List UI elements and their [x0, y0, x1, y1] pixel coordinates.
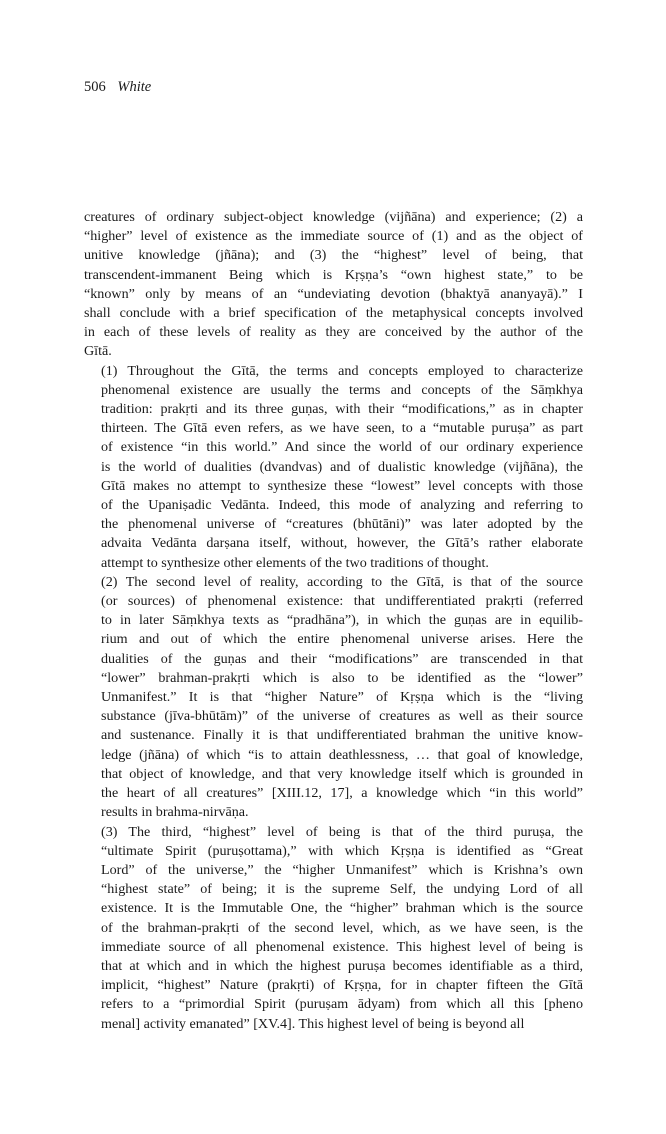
running-head-author: White [117, 79, 152, 95]
text-line: rium and out of which the entire phenomenal universe arises. Here the [101, 631, 583, 648]
text-line: shall conclude with a brief specification of the metaphysical concepts involved [84, 305, 583, 322]
body-text [84, 208, 583, 1034]
paragraph [84, 573, 583, 823]
text-line: refers to a “primordial Spirit (puruṣam ādyam) from which all this [pheno [101, 996, 583, 1013]
text-line: the phenomenal universe of “creatures (bhūtāni)” was later adopted by the [101, 516, 583, 533]
text-line: and sustenance. Finally it is that undifferentiated brahman the unitive know- [101, 727, 583, 744]
text-line: existence. It is the Immutable One, the “higher” brahman which is the source [101, 900, 583, 917]
text-line: immediate source of all phenomenal existence. This highest level of being is [101, 938, 583, 955]
text-line: the heart of all creatures” [XIII.12, 17], a knowledge which “in this world” [101, 785, 583, 802]
text-line: is the world of dualities (dvandvas) and of dualistic knowledge (vijñāna), the [101, 458, 583, 475]
text-line: (2) The second level of reality, according to the Gītā, is that of the source [101, 573, 583, 590]
text-line: transcendent-immanent Being which is Kṛṣṇa’s “own highest state,” to be [84, 266, 583, 283]
text-line: in each of these levels of reality as they are conceived by the author of the [84, 324, 583, 341]
text-line: Lord” of the universe,” the “higher Unmanifest” which is Krishna’s own [101, 861, 583, 878]
text-line: menal] activity emanated” [XV.4]. This highest level of being is beyond all [101, 1015, 525, 1032]
text-line: that object of knowledge, and that very knowledge itself which is grounded in [101, 765, 583, 782]
text-line: creatures of ordinary subject-object knowledge (vijñāna) and experience; (2) a [84, 209, 583, 225]
text-line: Unmanifest.” It is that “higher Nature” of Kṛṣṇa which is the “living [101, 689, 583, 706]
text-line: Gītā makes no attempt to synthesize these “lowest” level concepts with those [101, 477, 583, 494]
page-number: 506 [84, 79, 106, 95]
text-line: results in brahma-nirvāṇa. [101, 804, 249, 821]
text-line: substance (jīva-bhūtām)” of the universe of creatures as well as their source [101, 708, 583, 725]
text-line: of the brahman-prakṛti of the second level, which, as we have seen, is the [101, 919, 583, 936]
text-line: tradition: prakṛti and its three guṇas, with their “modifications,” as in chapter [101, 401, 583, 418]
text-line: to in later Sāṃkhya texts as “pradhāna”), in which the guṇas are in equilib- [101, 612, 583, 629]
text-line: that at which and in which the highest puruṣa becomes identifiable as a third, [101, 957, 583, 974]
text-line: advaita Vedānta darṣana itself, without, however, the Gītā’s rather elaborate [101, 535, 583, 552]
text-line: “ultimate Spirit (puruṣottama),” with which Kṛṣṇa is identified as “Great [101, 842, 583, 859]
text-line: of existence “in this world.” And since the world of our ordinary experience [101, 439, 583, 456]
text-line: dualities of the guṇas and their “modifications” are transcended in that [101, 650, 583, 667]
running-head [84, 79, 151, 96]
text-line: Gītā. [84, 343, 112, 360]
paragraph [84, 208, 583, 362]
text-line: unitive knowledge (jñāna); and (3) the “highest” level of being, that [84, 247, 583, 264]
text-line: implicit, “highest” Nature (prakṛti) of Kṛṣṇa, for in chapter fifteen the Gītā [101, 977, 583, 994]
text-line: ledge (jñāna) of which “is to attain deathlessness, … that goal of knowledge, [101, 746, 583, 763]
text-line: “lower” brahman-prakṛti which is also to be identified as the “lower” [101, 669, 583, 686]
text-line: (or sources) of phenomenal existence: that undifferentiated prakṛti (referred [101, 593, 583, 610]
paragraph [84, 823, 583, 1034]
paragraph [84, 362, 583, 573]
text-line: “highest state” of being; it is the supreme Self, the undying Lord of all [101, 881, 583, 898]
text-line: (3) The third, “highest” level of being is that of the third puruṣa, the [101, 823, 583, 840]
text-line: “higher” level of existence as the immediate source of (1) and as the object of [84, 228, 583, 245]
text-line: attempt to synthesize other elements of the two traditions of thought. [101, 554, 489, 571]
text-line: of the Upaniṣadic Vedānta. Indeed, this mode of analyzing and referring to [101, 497, 583, 514]
text-line: phenomenal existence are usually the terms and concepts of the Sāṃkhya [101, 381, 583, 398]
text-line: “known” only by means of an “undeviating devotion (bhaktyā ananyayā).” I [84, 285, 583, 302]
text-line: thirteen. The Gītā even refers, as we have seen, to a “mutable puruṣa” as part [101, 420, 583, 437]
text-line: (1) Throughout the Gītā, the terms and concepts employed to characterize [101, 362, 583, 379]
